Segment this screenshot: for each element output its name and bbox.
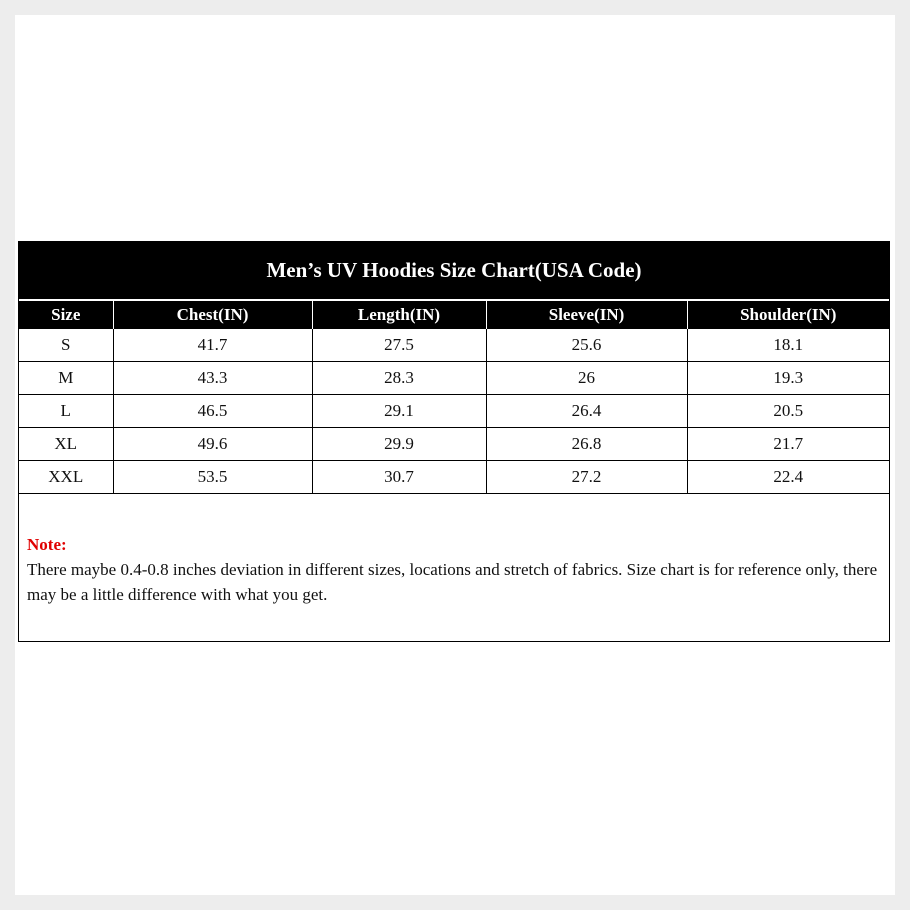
shoulder-cell: 20.5 [687, 395, 889, 428]
sleeve-cell: 26.8 [486, 428, 687, 461]
chest-cell: 43.3 [113, 362, 312, 395]
size-chart [18, 241, 890, 642]
chest-cell: 46.5 [113, 395, 312, 428]
sleeve-cell: 27.2 [486, 461, 687, 494]
size-table [19, 299, 889, 494]
table-row [19, 329, 889, 362]
sleeve-cell: 26 [486, 362, 687, 395]
note-text: There maybe 0.4-0.8 inches deviation in different sizes, locations and stretch of fabrics. Size chart is for reference only, there may be a little difference with what you get. [27, 560, 878, 604]
chest-cell: 53.5 [113, 461, 312, 494]
column-header-shoulder: Shoulder(IN) [687, 300, 889, 329]
length-cell: 28.3 [312, 362, 486, 395]
column-header-chest: Chest(IN) [113, 300, 312, 329]
note-label: Note: [27, 535, 67, 554]
length-cell: 30.7 [312, 461, 486, 494]
shoulder-cell: 18.1 [687, 329, 889, 362]
shoulder-cell: 22.4 [687, 461, 889, 494]
size-cell: M [19, 362, 113, 395]
table-header-row [19, 300, 889, 329]
size-chart-title: Men’s UV Hoodies Size Chart(USA Code) [19, 242, 889, 299]
table-row [19, 362, 889, 395]
size-cell: XL [19, 428, 113, 461]
length-cell: 29.9 [312, 428, 486, 461]
size-cell: XXL [19, 461, 113, 494]
column-header-size: Size [19, 300, 113, 329]
table-row [19, 461, 889, 494]
chest-cell: 49.6 [113, 428, 312, 461]
column-header-length: Length(IN) [312, 300, 486, 329]
shoulder-cell: 19.3 [687, 362, 889, 395]
table-row [19, 395, 889, 428]
chest-cell: 41.7 [113, 329, 312, 362]
column-header-sleeve: Sleeve(IN) [486, 300, 687, 329]
note-block [19, 494, 889, 607]
length-cell: 27.5 [312, 329, 486, 362]
table-row [19, 428, 889, 461]
sleeve-cell: 25.6 [486, 329, 687, 362]
length-cell: 29.1 [312, 395, 486, 428]
size-cell: L [19, 395, 113, 428]
size-cell: S [19, 329, 113, 362]
shoulder-cell: 21.7 [687, 428, 889, 461]
sleeve-cell: 26.4 [486, 395, 687, 428]
